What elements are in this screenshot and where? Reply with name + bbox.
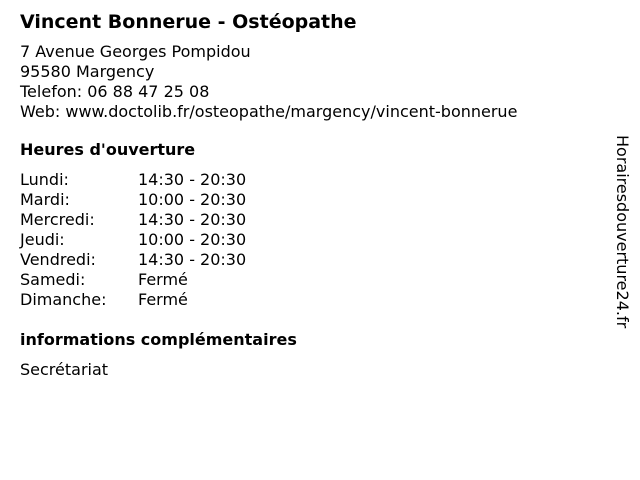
hours-row-vendredi bbox=[20, 250, 600, 270]
hours-row-dimanche bbox=[20, 290, 600, 310]
hours-row-mardi bbox=[20, 190, 600, 210]
opening-hours-list bbox=[20, 170, 600, 310]
hours-row-jeudi bbox=[20, 230, 600, 250]
hours-day: Samedi: bbox=[20, 270, 86, 289]
hours-time: 14:30 - 20:30 bbox=[138, 250, 247, 269]
hours-time: 10:00 - 20:30 bbox=[138, 230, 247, 249]
hours-day: Lundi: bbox=[20, 170, 69, 189]
hours-row-samedi bbox=[20, 270, 600, 290]
side-brand-text: Horairesdouverture24.fr bbox=[613, 135, 632, 329]
hours-day: Jeudi: bbox=[20, 230, 65, 249]
address-line-2: 95580 Margency bbox=[20, 62, 155, 81]
additional-info-text: Secrétariat bbox=[20, 360, 109, 379]
hours-day: Mercredi: bbox=[20, 210, 95, 229]
hours-day: Mardi: bbox=[20, 190, 70, 209]
phone-line: Telefon: 06 88 47 25 08 bbox=[20, 82, 210, 101]
hours-time: 14:30 - 20:30 bbox=[138, 210, 247, 229]
hours-time: Fermé bbox=[138, 290, 188, 309]
hours-row-lundi bbox=[20, 170, 600, 190]
additional-info-heading: informations complémentaires bbox=[20, 330, 297, 349]
hours-row-mercredi bbox=[20, 210, 600, 230]
website-line: Web: www.doctolib.fr/osteopathe/margency/vincent-bonnerue bbox=[20, 102, 518, 121]
hours-day: Vendredi: bbox=[20, 250, 96, 269]
business-title: Vincent Bonnerue - Ostéopathe bbox=[20, 11, 357, 33]
address-line-1: 7 Avenue Georges Pompidou bbox=[20, 42, 251, 61]
opening-hours-heading: Heures d'ouverture bbox=[20, 140, 196, 159]
hours-day: Dimanche: bbox=[20, 290, 107, 309]
hours-time: 10:00 - 20:30 bbox=[138, 190, 247, 209]
business-card bbox=[20, 10, 600, 380]
hours-time: 14:30 - 20:30 bbox=[138, 170, 247, 189]
hours-time: Fermé bbox=[138, 270, 188, 289]
